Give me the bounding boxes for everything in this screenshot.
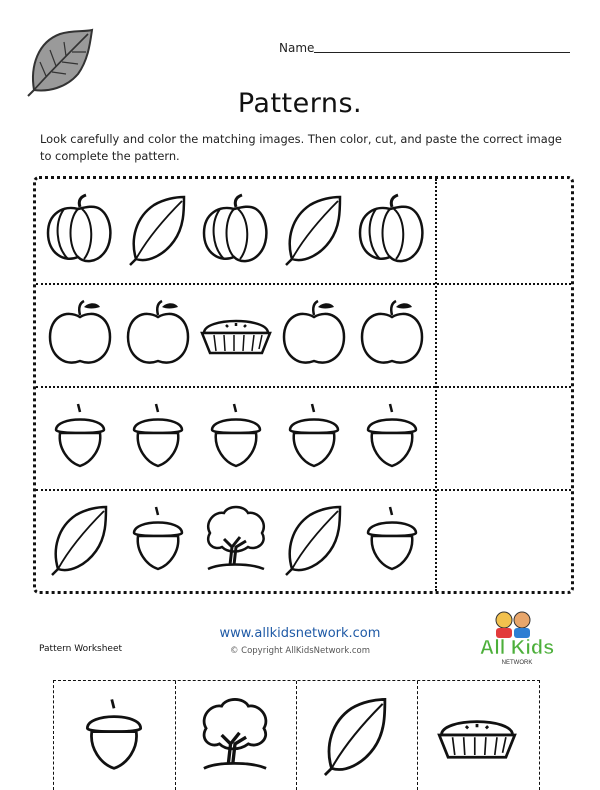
apple-icon — [356, 297, 428, 369]
name-field[interactable] — [314, 52, 570, 53]
pie-icon — [200, 297, 272, 369]
pumpkin-icon — [356, 193, 428, 265]
logo-text: All Kids — [479, 637, 555, 659]
acorn-icon — [122, 503, 194, 575]
tree-icon — [200, 503, 272, 575]
worksheet-label: Pattern Worksheet — [39, 644, 123, 654]
leaf-icon — [44, 503, 116, 575]
acorn-icon — [356, 400, 428, 472]
pumpkin-icon — [200, 193, 272, 265]
acorn-icon — [200, 400, 272, 472]
acorn-icon — [122, 400, 194, 472]
cutout-leaf-icon[interactable] — [316, 695, 396, 775]
site-link[interactable]: www.allkidsnetwork.com — [219, 626, 381, 641]
cutout-strip — [53, 680, 540, 790]
pattern-grid — [33, 176, 574, 594]
answer-cell-2[interactable] — [436, 283, 572, 387]
cut-line — [417, 681, 418, 790]
pumpkin-icon — [44, 193, 116, 265]
acorn-icon — [44, 400, 116, 472]
cutout-tree-icon[interactable] — [195, 695, 275, 775]
leaf-icon — [278, 193, 350, 265]
page-title: Patterns. — [237, 88, 363, 119]
leaf-icon — [278, 503, 350, 575]
apple-icon — [44, 297, 116, 369]
apple-icon — [278, 297, 350, 369]
acorn-icon — [278, 400, 350, 472]
cut-line — [175, 681, 176, 790]
answer-cell-1[interactable] — [436, 179, 572, 283]
cutout-pie-icon[interactable] — [437, 695, 517, 775]
copyright-text: © Copyright AllKidsNetwork.com — [229, 646, 371, 656]
answer-cell-4[interactable] — [436, 489, 572, 593]
logo-subtext: NETWORK — [501, 660, 533, 666]
apple-icon — [122, 297, 194, 369]
cutout-acorn-icon[interactable] — [74, 695, 154, 775]
allkids-logo — [470, 608, 566, 672]
name-label: Name — [279, 41, 315, 55]
cut-line — [296, 681, 297, 790]
leaf-icon — [122, 193, 194, 265]
instructions: Look carefully and color the matching images. Then color, cut, and paste the correct image to complete the pattern. — [40, 132, 562, 163]
answer-cell-3[interactable] — [436, 386, 572, 490]
acorn-icon — [356, 503, 428, 575]
